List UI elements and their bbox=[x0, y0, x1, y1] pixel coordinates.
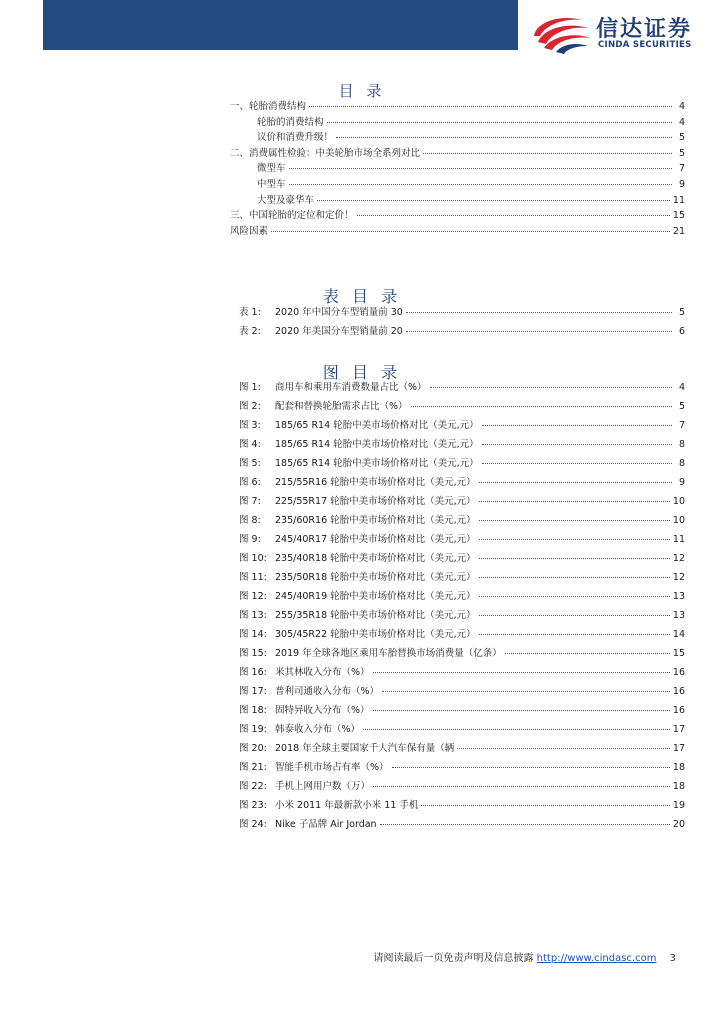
figure-list-label: 图 14: bbox=[239, 629, 267, 640]
figure-list-title: 米其林收入分布（%） bbox=[275, 667, 370, 678]
table-list bbox=[239, 304, 685, 342]
figure-list-label: 图 13: bbox=[239, 610, 267, 621]
figure-list-entry[interactable] bbox=[239, 493, 685, 512]
toc-entry-page: 15 bbox=[672, 210, 685, 222]
figure-list-entry[interactable] bbox=[239, 379, 685, 398]
toc-entry-title: 三、中国轮胎的定位和定价！ bbox=[230, 210, 354, 222]
dot-leader bbox=[479, 596, 670, 597]
table-list-title: 表 目 录 bbox=[322, 287, 402, 306]
figure-list-entry[interactable] bbox=[239, 645, 685, 664]
dot-leader bbox=[373, 786, 670, 787]
dot-leader bbox=[457, 748, 670, 749]
logo-en-text: CINDA SECURITIES bbox=[598, 40, 692, 50]
table-of-contents bbox=[230, 98, 685, 238]
dot-leader bbox=[392, 767, 670, 768]
figure-list-title: 图 目 录 bbox=[322, 363, 402, 382]
table-list-page: 5 bbox=[678, 307, 685, 318]
table-list-title: 2020 年美国分车型销量前 20 bbox=[275, 326, 403, 337]
figure-list-label: 图 16: bbox=[239, 667, 267, 678]
toc-entry-title: 二、消费属性检验：中美轮胎市场全系列对比 bbox=[230, 147, 421, 159]
table-list-entry[interactable] bbox=[239, 304, 685, 323]
figure-list-entry[interactable] bbox=[239, 417, 685, 436]
figure-list-page: 18 bbox=[672, 781, 685, 792]
dot-leader bbox=[373, 710, 670, 711]
table-list-label: 表 2: bbox=[239, 326, 261, 337]
figure-list-page: 11 bbox=[672, 534, 685, 545]
toc-entry[interactable] bbox=[230, 129, 685, 145]
dot-leader bbox=[289, 168, 672, 169]
figure-list-label: 图 3: bbox=[239, 420, 261, 431]
dot-leader bbox=[482, 444, 672, 445]
dot-leader bbox=[479, 539, 670, 540]
dot-leader bbox=[309, 106, 672, 107]
figure-list-title: 手机上网用户数（万） bbox=[275, 781, 371, 792]
footer-link[interactable]: http://www.cindasc.com bbox=[536, 953, 657, 964]
figure-list-title: 245/40R19 轮胎中美市场价格对比（美元,元） bbox=[275, 591, 476, 602]
toc-entry-title: 轮胎的消费结构 bbox=[257, 116, 324, 128]
toc-entry-title: 议价和消费升级！ bbox=[257, 132, 334, 144]
figure-list-page: 17 bbox=[672, 743, 685, 754]
figure-list-page: 16 bbox=[672, 686, 685, 697]
toc-entry-page: 9 bbox=[678, 178, 685, 190]
figure-list-title: 普利司通收入分布（%） bbox=[275, 686, 380, 697]
dot-leader bbox=[411, 406, 672, 407]
figure-list-entry[interactable] bbox=[239, 512, 685, 531]
dot-leader bbox=[336, 137, 672, 138]
figure-list-entry[interactable] bbox=[239, 721, 685, 740]
figure-list-label: 图 18: bbox=[239, 705, 267, 716]
figure-list-label: 图 15: bbox=[239, 648, 267, 659]
dot-leader bbox=[363, 729, 670, 730]
figure-list-label: 图 12: bbox=[239, 591, 267, 602]
dot-leader bbox=[380, 824, 670, 825]
figure-list-page: 14 bbox=[672, 629, 685, 640]
figure-list-entry[interactable] bbox=[239, 702, 685, 721]
cinda-logo-icon bbox=[530, 14, 592, 54]
figure-list-page: 8 bbox=[678, 439, 685, 450]
figure-list-entry[interactable] bbox=[239, 626, 685, 645]
figure-list-entry[interactable] bbox=[239, 778, 685, 797]
figure-list-title: 215/55R16 轮胎中美市场价格对比（美元,元） bbox=[275, 477, 476, 488]
figure-list-title: 225/55R17 轮胎中美市场价格对比（美元,元） bbox=[275, 496, 476, 507]
dot-leader bbox=[479, 634, 670, 635]
toc-entry-title: 中型车 bbox=[257, 178, 286, 190]
figure-list bbox=[239, 379, 685, 835]
figure-list-entry[interactable] bbox=[239, 797, 685, 816]
dot-leader bbox=[505, 653, 670, 654]
figure-list-label: 图 7: bbox=[239, 496, 261, 507]
dot-leader bbox=[479, 482, 672, 483]
toc-entry[interactable] bbox=[230, 145, 685, 161]
figure-list-page: 16 bbox=[672, 705, 685, 716]
figure-list-title: 255/35R18 轮胎中美市场价格对比（美元,元） bbox=[275, 610, 476, 621]
page-number: 3 bbox=[669, 953, 676, 964]
toc-entry[interactable] bbox=[230, 160, 685, 176]
figure-list-label: 图 17: bbox=[239, 686, 267, 697]
figure-list-label: 图 20: bbox=[239, 743, 267, 754]
figure-list-title: Nike 子品牌 Air Jordan bbox=[275, 819, 377, 830]
figure-list-entry[interactable] bbox=[239, 683, 685, 702]
figure-list-entry[interactable] bbox=[239, 474, 685, 493]
footer bbox=[0, 949, 676, 964]
figure-list-title: 185/65 R14 轮胎中美市场价格对比（美元,元） bbox=[275, 439, 479, 450]
dot-leader bbox=[289, 184, 672, 185]
toc-entry-title: 风险因素 bbox=[230, 225, 269, 237]
dot-leader bbox=[421, 805, 670, 806]
figure-list-label: 图 2: bbox=[239, 401, 261, 412]
figure-list-entry[interactable] bbox=[239, 398, 685, 417]
toc-entry-page: 11 bbox=[672, 194, 685, 206]
toc-entry-title: 微型车 bbox=[257, 163, 286, 175]
toc-entry[interactable] bbox=[230, 114, 685, 130]
figure-list-label: 图 1: bbox=[239, 382, 261, 393]
figure-list-title: 韩泰收入分布（%） bbox=[275, 724, 361, 735]
footer-disclaimer: 请阅读最后一页免责声明及信息披露 bbox=[373, 953, 534, 964]
figure-list-label: 图 19: bbox=[239, 724, 267, 735]
toc-entry[interactable] bbox=[230, 207, 685, 223]
figure-list-entry[interactable] bbox=[239, 588, 685, 607]
figure-list-page: 12 bbox=[672, 553, 685, 564]
figure-list-page: 16 bbox=[672, 667, 685, 678]
figure-list-title: 配套和替换轮胎需求占比（%） bbox=[275, 401, 408, 412]
dot-leader bbox=[373, 672, 670, 673]
toc-entry[interactable] bbox=[230, 176, 685, 192]
figure-list-label: 图 23: bbox=[239, 800, 267, 811]
figure-list-label: 图 10: bbox=[239, 553, 267, 564]
figure-list-page: 18 bbox=[672, 762, 685, 773]
figure-list-title: 智能手机市场占有率（%） bbox=[275, 762, 389, 773]
dot-leader bbox=[479, 577, 670, 578]
figure-list-page: 5 bbox=[678, 401, 685, 412]
figure-list-label: 图 8: bbox=[239, 515, 261, 526]
figure-list-label: 图 22: bbox=[239, 781, 267, 792]
dot-leader bbox=[479, 520, 670, 521]
dot-leader bbox=[327, 122, 672, 123]
figure-list-title: 小米 2011 年最新款小米 11 手机 bbox=[275, 800, 419, 811]
toc-entry-page: 5 bbox=[678, 147, 685, 159]
figure-list-page: 20 bbox=[672, 819, 685, 830]
figure-list-title: 2019 年全球各地区乘用车胎替换市场消费量（亿条） bbox=[275, 648, 502, 659]
figure-list-title: 185/65 R14 轮胎中美市场价格对比（美元,元） bbox=[275, 420, 479, 431]
figure-list-label: 图 11: bbox=[239, 572, 267, 583]
table-list-page: 6 bbox=[678, 326, 685, 337]
dot-leader bbox=[357, 215, 670, 216]
figure-list-page: 15 bbox=[672, 648, 685, 659]
toc-entry-title: 大型及豪华车 bbox=[257, 194, 315, 206]
figure-list-page: 8 bbox=[678, 458, 685, 469]
table-list-title: 2020 年中国分车型销量前 30 bbox=[275, 307, 403, 318]
dot-leader bbox=[406, 312, 672, 313]
figure-list-title: 商用车和乘用车消费数量占比（%） bbox=[275, 382, 427, 393]
figure-list-title: 235/40R18 轮胎中美市场价格对比（美元,元） bbox=[275, 553, 476, 564]
toc-title: 目 录 bbox=[338, 82, 386, 100]
figure-list-entry[interactable] bbox=[239, 816, 685, 835]
figure-list-page: 17 bbox=[672, 724, 685, 735]
figure-list-entry[interactable] bbox=[239, 759, 685, 778]
figure-list-page: 4 bbox=[678, 382, 685, 393]
table-list-entry[interactable] bbox=[239, 323, 685, 342]
figure-list-label: 图 5: bbox=[239, 458, 261, 469]
toc-entry[interactable] bbox=[230, 98, 685, 114]
logo-cn-text: 信达证券 bbox=[596, 17, 693, 42]
figure-list-label: 图 9: bbox=[239, 534, 261, 545]
toc-entry-page: 7 bbox=[678, 163, 685, 175]
figure-list-title: 185/65 R14 轮胎中美市场价格对比（美元,元） bbox=[275, 458, 479, 469]
toc-entry-page: 5 bbox=[678, 132, 685, 144]
figure-list-entry[interactable] bbox=[239, 607, 685, 626]
figure-list-page: 13 bbox=[672, 591, 685, 602]
dot-leader bbox=[430, 387, 672, 388]
figure-list-title: 2018 年全球主要国家千人汽车保有量（辆 bbox=[275, 743, 455, 754]
figure-list-title: 235/50R18 轮胎中美市场价格对比（美元,元） bbox=[275, 572, 476, 583]
dot-leader bbox=[482, 463, 672, 464]
figure-list-page: 9 bbox=[678, 477, 685, 488]
figure-list-page: 7 bbox=[678, 420, 685, 431]
dot-leader bbox=[479, 615, 670, 616]
figure-list-entry[interactable] bbox=[239, 664, 685, 683]
cinda-logo bbox=[530, 12, 720, 56]
figure-list-entry[interactable] bbox=[239, 455, 685, 474]
dot-leader bbox=[479, 501, 670, 502]
figure-list-page: 10 bbox=[672, 496, 685, 507]
figure-list-label: 图 4: bbox=[239, 439, 261, 450]
toc-entry[interactable] bbox=[230, 192, 685, 208]
figure-list-title: 235/60R16 轮胎中美市场价格对比（美元,元） bbox=[275, 515, 476, 526]
figure-list-entry[interactable] bbox=[239, 740, 685, 759]
figure-list-page: 13 bbox=[672, 610, 685, 621]
toc-entry-title: 一、轮胎消费结构 bbox=[230, 101, 307, 112]
figure-list-entry[interactable] bbox=[239, 569, 685, 588]
figure-list-entry[interactable] bbox=[239, 531, 685, 550]
toc-entry-page: 21 bbox=[672, 225, 685, 237]
table-list-label: 表 1: bbox=[239, 307, 261, 318]
dot-leader bbox=[317, 200, 670, 201]
dot-leader bbox=[423, 153, 672, 154]
figure-list-label: 图 24: bbox=[239, 819, 267, 830]
figure-list-title: 305/45R22 轮胎中美市场价格对比（美元,元） bbox=[275, 629, 476, 640]
figure-list-label: 图 21: bbox=[239, 762, 267, 773]
toc-entry-page: 4 bbox=[678, 116, 685, 128]
figure-list-page: 19 bbox=[672, 800, 685, 811]
figure-list-entry[interactable] bbox=[239, 436, 685, 455]
dot-leader bbox=[271, 231, 670, 232]
figure-list-label: 图 6: bbox=[239, 477, 261, 488]
dot-leader bbox=[406, 331, 672, 332]
dot-leader bbox=[482, 425, 672, 426]
header-bar bbox=[43, 0, 518, 50]
toc-entry-page: 4 bbox=[678, 101, 685, 112]
toc-entry[interactable] bbox=[230, 223, 685, 239]
figure-list-title: 固特异收入分布（%） bbox=[275, 705, 370, 716]
figure-list-title: 245/40R17 轮胎中美市场价格对比（美元,元） bbox=[275, 534, 476, 545]
figure-list-entry[interactable] bbox=[239, 550, 685, 569]
figure-list-page: 10 bbox=[672, 515, 685, 526]
figure-list-page: 12 bbox=[672, 572, 685, 583]
dot-leader bbox=[479, 558, 670, 559]
dot-leader bbox=[382, 691, 670, 692]
